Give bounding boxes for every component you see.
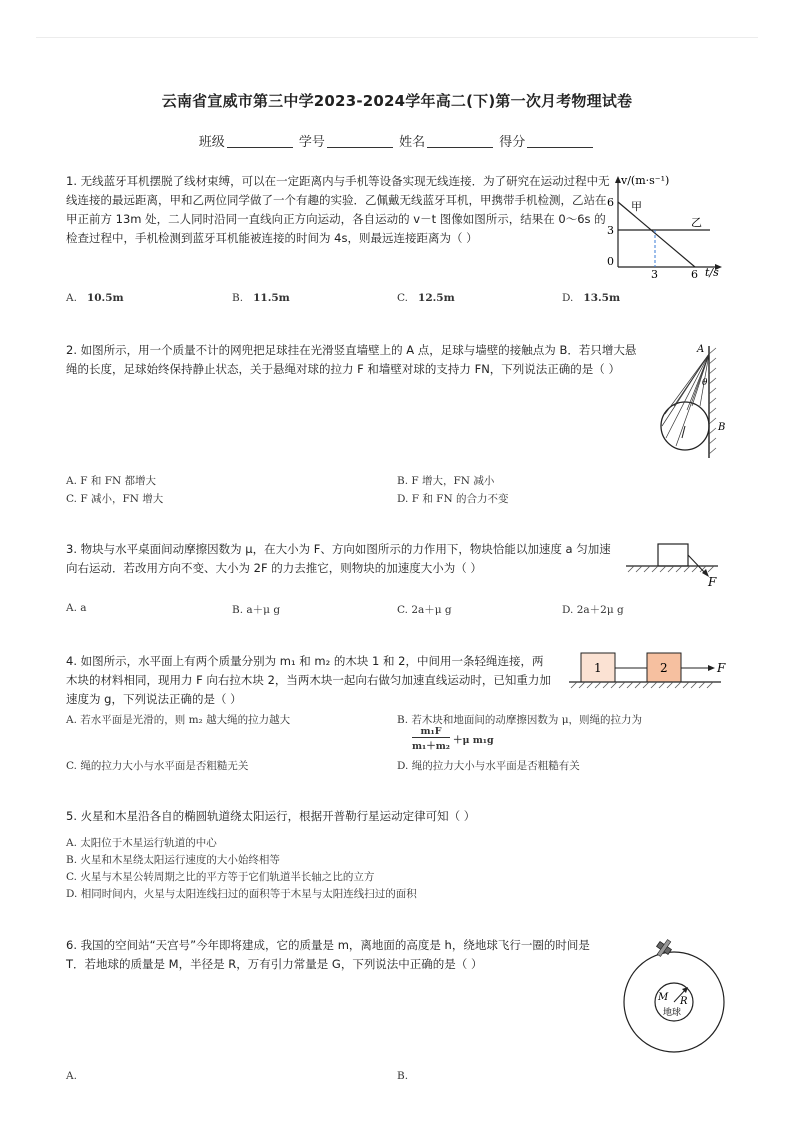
q1-line-jia [618, 202, 695, 267]
class-field[interactable] [227, 135, 293, 148]
header-divider [36, 37, 758, 38]
svg-text:M: M [658, 992, 669, 1003]
svg-text:6: 6 [691, 268, 698, 280]
q3-option-b[interactable]: B. a＋μ g [232, 604, 281, 616]
q3-option-d[interactable]: D. 2a＋2μ g [562, 604, 624, 616]
q5-option-b[interactable]: B. 火星和木星绕太阳运行速度的大小始终相等 [66, 854, 280, 866]
question-3-text: 3. 物块与水平桌面间动摩擦因数为 μ，在大小为 F、方向如图所示的力作用下，物块恰能以加速度 a 匀加速向右运动．若改用方向不变、大小为 2F 的力去推它，则物块的加速度大小为（ ） [66, 542, 611, 575]
space-station-icon [653, 937, 675, 960]
question-5-text: 5. 火星和木星沿各自的椭圆轨道绕太阳运行，根据开普勒行星运动定律可知（ ） [66, 809, 476, 823]
q2-option-c[interactable]: C. F 减小，FN 增大 [66, 493, 164, 505]
q4-option-b-formula: $\frac{\text{m₁F}}{\text{m₁＋m₂}}$ ＋μ m₁g [412, 726, 494, 752]
number-field[interactable] [327, 135, 393, 148]
svg-text:地球: 地球 [663, 1008, 682, 1018]
q5-option-d[interactable]: D. 相同时间内，火星与太阳连线扫过的面积等于木星与太阳连线扫过的面积 [66, 888, 417, 900]
svg-text:F: F [717, 661, 726, 675]
q1-xlabel: t/s [705, 266, 719, 279]
q4-two-blocks-figure [565, 648, 737, 700]
score-label: 得分 [499, 135, 526, 150]
q2-option-a[interactable]: A. F 和 FN 都增大 [66, 475, 157, 487]
svg-text:3: 3 [607, 224, 614, 237]
name-field[interactable] [427, 135, 493, 148]
q6-orbit-figure [612, 934, 736, 1058]
number-label: 学号 [298, 135, 325, 150]
q1-option-a[interactable]: A. 10.5m [66, 292, 124, 304]
page-title: 云南省宣威市第三中学2023-2024学年高二(下)第一次月考物理试卷 [161, 92, 633, 110]
class-label: 班级 [198, 135, 225, 150]
q1-option-b[interactable]: B. 11.5m [232, 292, 290, 304]
svg-text:B: B [718, 422, 726, 433]
q4-option-a[interactable]: A. 若水平面是光滑的，则 m₂ 越大绳的拉力越大 [66, 714, 291, 726]
svg-text:1: 1 [594, 661, 602, 675]
name-label: 姓名 [399, 135, 426, 150]
q4-option-c[interactable]: C. 绳的拉力大小与水平面是否粗糙无关 [66, 760, 249, 772]
svg-text:A: A [697, 344, 705, 355]
svg-text:0: 0 [607, 255, 614, 268]
q1-option-d[interactable]: D. 13.5m [562, 292, 621, 304]
question-2-text: 2. 如图所示，用一个质量不计的网兜把足球挂在光滑竖直墙壁上的 A 点，足球与墙壁的接触点为 B．若只增大悬绳的长度，足球始终保持静止状态，关于悬绳对球的拉力 F 和墙壁对球的支持力 FN，下列说法正确的是（ ） [66, 343, 637, 376]
q2-ball-wall-figure [652, 340, 732, 462]
svg-text:θ: θ [702, 378, 708, 388]
q3-option-c[interactable]: C. 2a＋μ g [397, 604, 452, 616]
q4-option-b[interactable]: B. 若木块和地面间的动摩擦因数为 μ，则绳的拉力为 [397, 714, 643, 726]
question-1-text: 1. 无线蓝牙耳机摆脱了线材束缚，可以在一定距离内与手机等设备实现无线连接．为了研究在运动过程中无线连接的最远距离，甲和乙两位同学做了一个有趣的实验．乙佩戴无线蓝牙耳机，甲携带手机检测，乙站在甲正前方 13m 处，二人同时沿同一直线向正方向运动，各自运动的 v－t 图像如图所示，结果在 0～6s 的检查过程中，手机检测到蓝牙耳机能被连接的时间为 4s，则最远连接距离为（ ） [66, 174, 610, 245]
svg-text:2: 2 [660, 661, 668, 675]
q3-block-figure [622, 538, 722, 590]
question-4-text: 4. 如图所示，水平面上有两个质量分别为 m₁ 和 m₂ 的木块 1 和 2，中间用一条轻绳连接，两木块的材料相同，现用力 F 向右拉木块 2，当两木块一起向右做匀加速直线运动时，已知重力加速度为 g，下列说法正确的是（ ） [66, 654, 551, 706]
score-field[interactable] [527, 135, 593, 148]
q5-option-a[interactable]: A. 太阳位于木星运行轨道的中心 [66, 837, 217, 849]
q1-label-jia: 甲 [631, 200, 642, 213]
q6-option-b[interactable]: B. [397, 1070, 409, 1082]
svg-text:3: 3 [651, 268, 658, 280]
q2-option-d[interactable]: D. F 和 FN 的合力不变 [397, 493, 509, 505]
q1-ylabel: v/(m·s⁻¹) [621, 174, 670, 187]
q1-option-c[interactable]: C. 12.5m [397, 292, 455, 304]
svg-text:6: 6 [607, 196, 614, 209]
svg-text:F: F [708, 575, 717, 589]
question-6-text: 6. 我国的空间站“天宫号”今年即将建成，它的质量是 m，离地面的高度是 h，绕地球飞行一圈的时间是 T．若地球的质量是 M，半径是 R，万有引力常量是 G，下列说法中正确的是（ ） [66, 938, 590, 971]
q1-label-yi: 乙 [691, 216, 702, 229]
q2-option-b[interactable]: B. F 增大，FN 减小 [397, 475, 495, 487]
student-info-line [0, 131, 794, 150]
svg-text:R: R [680, 996, 688, 1007]
q1-vt-graph [600, 172, 730, 280]
q4-option-d[interactable]: D. 绳的拉力大小与水平面是否粗糙有关 [397, 760, 580, 772]
q5-option-c[interactable]: C. 火星与木星公转周期之比的平方等于它们轨道半长轴之比的立方 [66, 871, 375, 883]
q3-option-a[interactable]: A. a [66, 602, 87, 614]
q6-option-a[interactable]: A. [66, 1070, 77, 1082]
